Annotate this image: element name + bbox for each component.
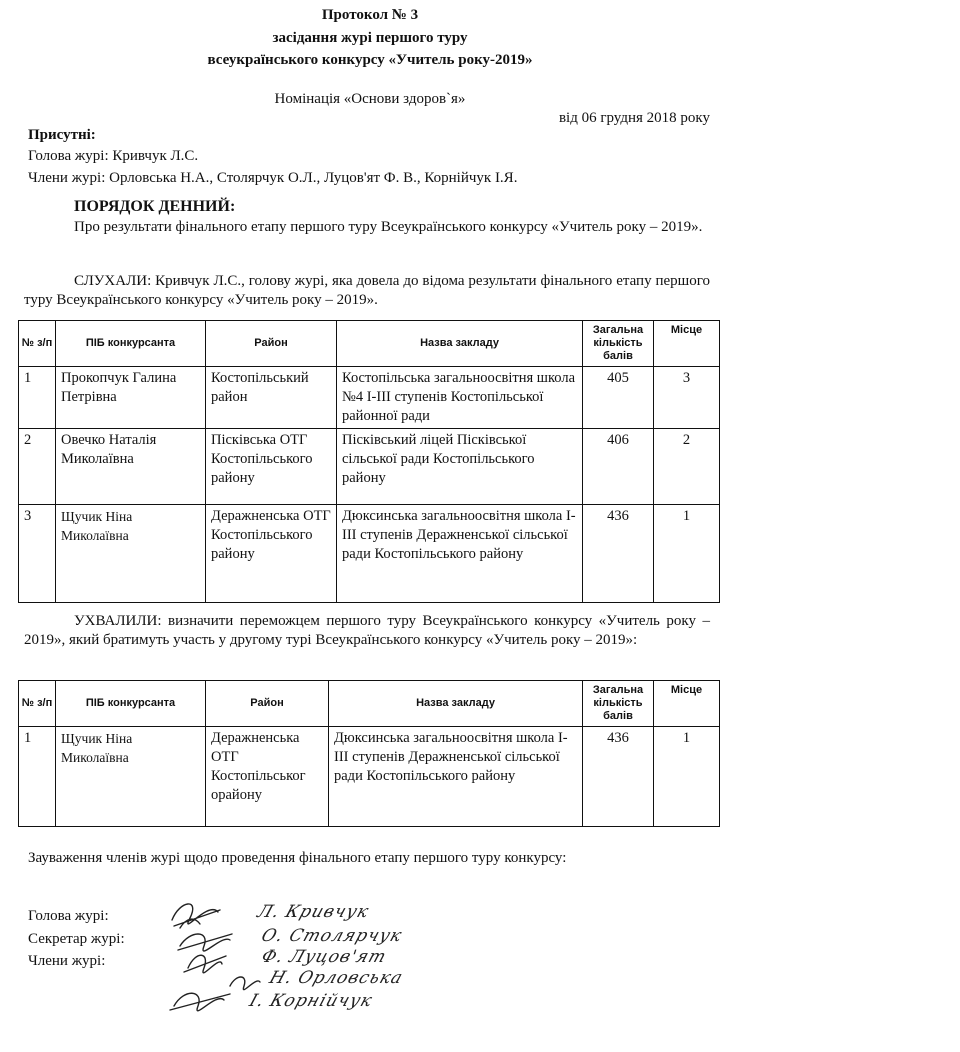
row-num: 1 <box>19 367 56 429</box>
header-score: Загальна кількість балів <box>583 681 654 727</box>
table-row <box>19 429 720 505</box>
member-signature-1: Ф. Луцов'ят <box>258 947 390 967</box>
results-table <box>18 320 720 603</box>
row-name: Щучик Ніна Миколаївна <box>56 727 206 827</box>
row-name: Овечко Наталія Миколаївна <box>56 429 206 505</box>
row-name: Прокопчук Галина Петрівна <box>56 367 206 429</box>
header-place: Місце <box>654 681 720 727</box>
row-num: 3 <box>19 505 56 603</box>
row-num: 2 <box>19 429 56 505</box>
winner-header-row <box>19 681 720 727</box>
row-district: Пісківська ОТГ Костопільського району <box>206 429 337 505</box>
remarks-text: Зауваження членів журі щодо проведення фінального етапу першого туру конкурсу: <box>28 850 567 866</box>
header-school: Назва закладу <box>329 681 583 727</box>
row-place: 1 <box>654 727 720 827</box>
row-district: Деражненська ОТГ Костопільського району <box>206 505 337 603</box>
protocol-subtitle: засідання журі першого туру <box>272 30 468 46</box>
header-score: Загальна кількість балів <box>583 321 654 367</box>
header-num: № з/п <box>19 681 56 727</box>
row-school: Пісківський ліцей Пісківської сільської ради Костопільського району <box>337 429 583 505</box>
header-district: Район <box>206 321 337 367</box>
results-header-row <box>19 321 720 367</box>
jury-chair: Голова журі: Кривчук Л.С. <box>28 148 199 164</box>
row-place: 3 <box>654 367 720 429</box>
header-num: № з/п <box>19 321 56 367</box>
members-signature-label: Члени журі: <box>28 953 106 969</box>
contest-name: всеукраїнського конкурсу «Учитель року-2019» <box>207 52 533 68</box>
row-score: 405 <box>583 367 654 429</box>
header-place: Місце <box>654 321 720 367</box>
row-district: Деражненська ОТГ Костопільськог орайону <box>206 727 329 827</box>
member-signature-3: І. Корнійчук <box>246 991 376 1011</box>
table-row <box>19 367 720 429</box>
row-place: 2 <box>654 429 720 505</box>
decided-text: УХВАЛИЛИ: визначити переможцем першого туру Всеукраїнського конкурсу «Учитель року – 2019», який братимуть участь у другому турі Всеукраїнського конкурсу «Учитель року – 2019»: <box>24 613 710 648</box>
header-school: Назва закладу <box>337 321 583 367</box>
row-school: Дюксинська загальноосвітня школа І-ІІІ ступенів Деражненської сільської ради Костопільського району <box>337 505 583 603</box>
header-name: ПІБ конкурсанта <box>56 681 206 727</box>
row-district: Костопільський район <box>206 367 337 429</box>
chair-signature-label: Голова журі: <box>28 908 109 924</box>
chair-signature: Л. Кривчук <box>254 902 372 922</box>
agenda-heading: ПОРЯДОК ДЕННИЙ: <box>74 198 236 215</box>
protocol-title: Протокол № 3 <box>321 7 419 23</box>
row-name: Щучик Ніна Миколаївна <box>56 505 206 603</box>
agenda-text: Про результати фінального етапу першого туру Всеукраїнського конкурсу «Учитель року – 2019». <box>74 219 703 235</box>
jury-members: Члени журі: Орловська Н.А., Столярчук О.Л., Луцов'ят Ф. В., Корнійчук І.Я. <box>28 170 518 186</box>
row-school: Костопільська загальноосвітня школа №4 І-ІІІ ступенів Костопільської районної ради <box>337 367 583 429</box>
protocol-date: від 06 грудня 2018 року <box>558 110 710 126</box>
winner-table <box>18 680 720 827</box>
row-num: 1 <box>19 727 56 827</box>
secretary-signature: О. Столярчук <box>258 926 405 946</box>
header-district: Район <box>206 681 329 727</box>
table-row <box>19 727 720 827</box>
nomination: Номінація «Основи здоров`я» <box>274 91 466 107</box>
header-name: ПІБ конкурсанта <box>56 321 206 367</box>
row-score: 436 <box>583 727 654 827</box>
secretary-signature-label: Секретар журі: <box>28 931 125 947</box>
member-signature-2: Н. Орловська <box>266 968 406 988</box>
row-score: 406 <box>583 429 654 505</box>
row-place: 1 <box>654 505 720 603</box>
present-heading: Присутні: <box>28 127 96 143</box>
row-school: Дюксинська загальноосвітня школа І-ІІІ ступенів Деражненської сільської ради Костопільського району <box>329 727 583 827</box>
table-row <box>19 505 720 603</box>
row-score: 436 <box>583 505 654 603</box>
heard-text: СЛУХАЛИ: Кривчук Л.С., голову журі, яка довела до відома результати фінального етапу першого туру Всеукраїнського конкурсу «Учитель року – 2019». <box>24 273 710 308</box>
